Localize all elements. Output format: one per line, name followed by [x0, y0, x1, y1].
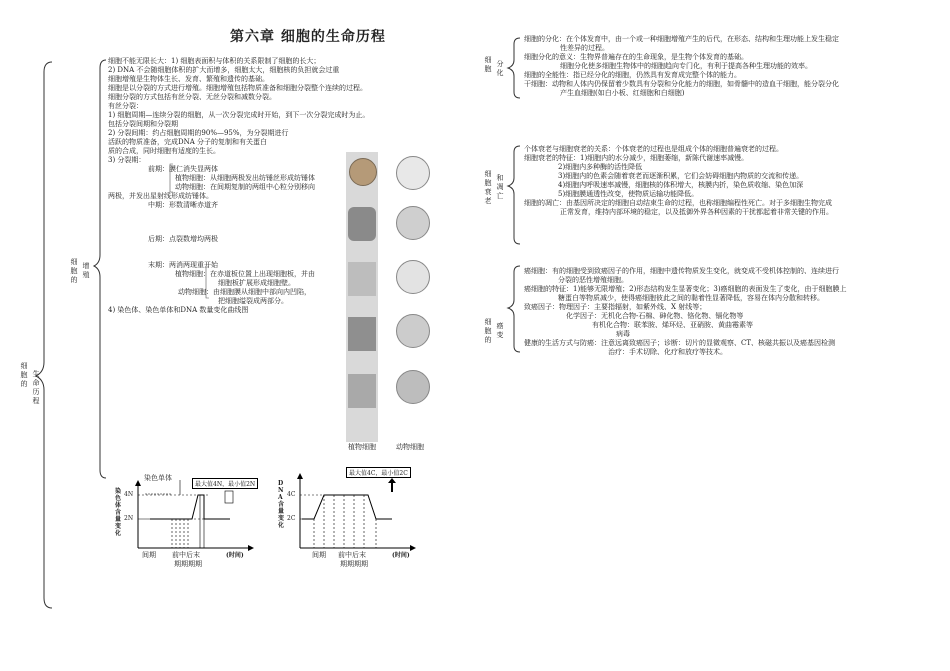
plant-prophase-image	[348, 207, 376, 241]
text-line: 4) 染色体、染色单体和DNA 数量变化曲线图	[108, 306, 249, 314]
text-line: 致癌因子：物理因子：主要指辐射，如紫外线、X 射线等；	[524, 303, 707, 311]
animal-interphase-image	[396, 156, 430, 190]
graph2-badge: 最大值4C，最小值2C	[346, 467, 411, 478]
text-line: 有丝分裂：	[108, 102, 143, 110]
plant-cell-images	[346, 152, 378, 442]
text-line: 产生血细胞(如白小板、红细胞和白细胞)	[560, 89, 685, 97]
text-line: 正常发育，维持内部环境的稳定，以及抵御外界各种因素的干扰都起着非常关键的作用。	[560, 208, 833, 216]
text-line: 细胞的凋亡：由基因所决定的细胞自动结束生命的过程，也称细胞编程性死亡。对于多细胞生物完成	[524, 199, 832, 207]
graph2-x-interphase: 间期	[312, 551, 326, 559]
graph2-ylabel: D N A 含 量 变 化	[278, 480, 285, 529]
text-line: 把细胞缢裂成两部分。	[218, 297, 288, 305]
text-line: 2) 分裂间期：约占细胞周期的90%—95%，为分裂期进行	[108, 129, 289, 137]
text-line: 1) 细胞周期—连续分裂的细胞，从一次分裂完成时开始，到下一次分裂完成时为止。	[108, 111, 370, 119]
graph1-tick-4n: 4N	[124, 491, 134, 498]
animal-prophase-image	[396, 206, 430, 240]
graph1-x-phases-2: 期期期期	[174, 560, 202, 568]
plant-metaphase-image	[348, 262, 376, 296]
graph2-x-phases-2: 期期期期	[340, 560, 368, 568]
life-history-label: 细 胞 的	[20, 362, 28, 388]
text-line: 病毒	[616, 330, 630, 338]
graph2-x-phases: 前中后末	[338, 551, 366, 559]
aging-label-2: 和 凋 亡	[496, 174, 504, 200]
text-line: 动物细胞：在间期复制的两组中心粒分别移向	[175, 183, 315, 191]
differentiation-label: 细 胞	[484, 56, 492, 73]
plant-anaphase-image	[348, 317, 376, 351]
text-line: 包括分裂间期和分裂期	[108, 120, 178, 128]
text-line: 3)细胞内的色素会随着衰老而逐渐积累，它们会妨碍细胞内物质的交流和传递。	[558, 172, 804, 180]
text-line: 糖蛋白等物质减少，使得癌细胞彼此之间的黏着性显著降低，容易在体内分散和转移。	[558, 294, 824, 302]
text-line: 有机化合物：联苯胺、烯环烃、亚硝胺、黄曲霉素等	[592, 321, 753, 329]
graph2-tick-4c: 4C	[287, 491, 296, 498]
graph1-x-phases: 前中后末	[172, 551, 200, 559]
text-line: 细胞增殖是生物体生长、发育、繁殖和遗传的基础。	[108, 75, 269, 83]
text-line: 植物细胞：从细胞两极发出纺锤丝形成纺锤体	[175, 174, 315, 182]
graph1-ylabel: 染 色 体 含 量 变 化	[115, 488, 122, 537]
graph1-x-interphase: 间期	[142, 551, 156, 559]
text-line: 细胞是以分裂的方式进行增殖。细胞增殖包括物质准备和细胞分裂整个连续的过程。	[108, 84, 367, 92]
text-line: 后期：点裂数增均两极	[148, 235, 218, 243]
animal-cell-images	[392, 152, 434, 442]
dna-graph	[297, 473, 416, 551]
cancer-label-2: 癌 变	[496, 322, 504, 339]
chromosome-graph	[135, 480, 254, 551]
animal-caption: 动物细胞	[396, 443, 424, 451]
animal-telophase-image	[396, 370, 430, 404]
graph1-tick-2n: 2N	[124, 515, 134, 522]
text-line: 中期：形数清晰赤道齐	[148, 201, 218, 209]
graph2-tick-2c: 2C	[287, 515, 296, 522]
text-line: 4)细胞内呼吸速率减慢，细胞核的体积增大，核膜内折，染色质收缩、染色加深	[558, 181, 804, 189]
text-line: 细胞的分化：在个体发育中，由一个或一种细胞增殖产生的后代，在形态、结构和生理功能上发生稳定	[524, 35, 839, 43]
text-line: 治疗：手术切除、化疗和放疗等技术。	[608, 348, 727, 356]
text-line: 细胞板扩展形成细胞壁。	[218, 279, 295, 287]
plant-caption: 植物细胞	[348, 443, 376, 451]
text-line: 个体衰老与细胞衰老的关系：个体衰老的过程也是组成个体的细胞普遍衰老的过程。	[524, 145, 783, 153]
text-line: 质的合成，同时细胞有适度的生长。	[108, 147, 220, 155]
graph1-x-time: (时间)	[226, 552, 244, 559]
text-line: 癌细胞的特征：1)能够无限增殖；2)形态结构发生显著变化；3)癌细胞的表面发生了变化，由于细胞膜上	[524, 285, 847, 293]
life-history-label-2: 生 命 历 程	[32, 370, 40, 405]
text-line: 癌细胞：有的细胞受到致癌因子的作用，细胞中遗传物质发生变化，就变成不受机体控制的、连续进行	[524, 267, 839, 275]
cancer-label: 细 胞 的	[484, 318, 492, 344]
text-line: 健康的生活方式与防癌：注意远离致癌因子；诊断：切片的显微观察、CT、核磁共振以及癌基因检测	[524, 339, 836, 347]
text-line: 两极，并发出星射线形成纺锤体。	[108, 192, 213, 200]
text-line: 植物细胞：在赤道板位置上出现细胞板，并由	[175, 270, 315, 278]
graph2-x-time: (时间)	[392, 552, 410, 559]
plant-interphase-image	[349, 158, 377, 186]
chromatid-label: 染色单体	[144, 474, 172, 482]
text-line: 2)细胞内多种酶的活性降低	[558, 163, 643, 171]
text-line: 3) 分裂期：	[108, 156, 146, 164]
text-line: 前期：膜仁消失显两体	[148, 165, 218, 173]
proliferation-label-2: 增 殖	[82, 262, 90, 279]
text-line: 性差异的过程。	[560, 44, 609, 52]
text-line: 细胞分裂的方式包括有丝分裂、无丝分裂和减数分裂。	[108, 93, 276, 101]
aging-label: 细 胞 衰 老	[484, 170, 492, 205]
differentiation-label-2: 分 化	[496, 60, 504, 77]
text-line: 分裂的恶性增殖细胞。	[558, 276, 628, 284]
text-line: 5)细胞膜通透性改变，使物质运输功能降低。	[558, 190, 699, 198]
text-line: 化学因子：无机化合物-石棉、砷化物、铬化物、镉化物等	[566, 312, 744, 320]
text-line: 细胞的全能性：指已经分化的细胞，仍然具有发育成完整个体的能力。	[524, 71, 741, 79]
animal-anaphase-image	[396, 314, 430, 348]
text-line: 细胞不能无限长大：1) 细胞表面积与体积的关系限制了细胞的长大；	[108, 57, 321, 65]
text-line: 活跃的物质准备，完成DNA 分子的复制和有关蛋白	[108, 138, 268, 146]
text-line: 动物细胞：由细胞膜从细胞中部向内凹陷，	[178, 288, 311, 296]
proliferation-label: 细 胞 的	[70, 258, 78, 284]
text-line: 细胞衰老的特征：1)细胞内的水分减少，细胞萎缩，新陈代谢速率减慢。	[524, 154, 749, 162]
text-line: 干细胞：动物和人体内仍保留着少数具有分裂和分化能力的细胞，如骨髓中的造血干细胞，能分裂分化	[524, 80, 839, 88]
text-line: 2) DNA 不会随细胞体积的扩大而增多，细胞太大，细胞核的负担就会过重	[108, 66, 340, 74]
page-title: 第六章 细胞的生命历程	[230, 29, 386, 45]
plant-telophase-image	[348, 374, 376, 408]
animal-metaphase-image	[396, 260, 430, 294]
text-line: 末期：两消两现重开始	[148, 261, 218, 269]
text-line: 细胞分化的意义：生物界普遍存在的生命现象，是生物个体发育的基础。	[524, 53, 748, 61]
text-line: 细胞分化使多细胞生物体中的细胞趋向专门化，有利于提高各种生理功能的效率。	[560, 62, 812, 70]
graph1-badge: 最大值4N，最小值2N	[192, 478, 258, 489]
